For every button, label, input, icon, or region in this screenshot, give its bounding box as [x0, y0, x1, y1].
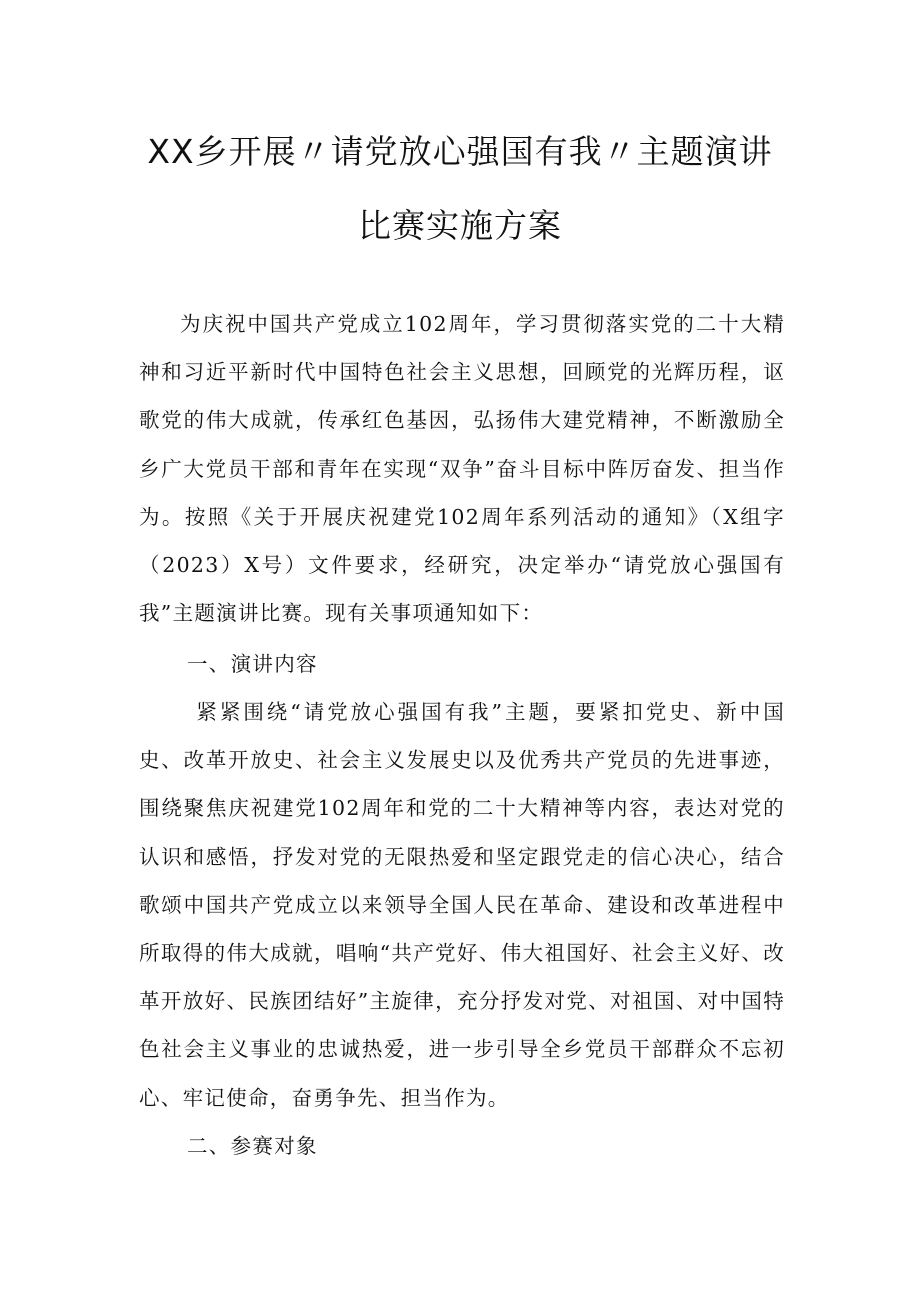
section-heading-participants: 二、参赛对象 — [187, 1134, 318, 1158]
intro-paragraph: 为庆祝中国共产党成立102周年，学习贯彻落实党的二十大精神和习近平新时代中国特色社会主义思想，回顾党的光辉历程，讴歌党的伟大成就，传承红色基因，弘扬伟大建党精神，不断激励全乡广大党员干部和青年在实现“双争”奋斗目标中阵厉奋发、担当作为。按照《关于开展庆祝建党102周年系列活动的通知》（X组字（2023）X号）文件要求，经研究，决定举办“请党放心强国有我”主题演讲比赛。现有关事项通知如下： — [139, 312, 785, 626]
document-title-line-1: XX乡开展〃请党放心强国有我〃主题演讲 — [147, 132, 773, 171]
document-title-line-2: 比赛实施方案 — [358, 206, 562, 245]
section-heading-speech-content: 一、演讲内容 — [187, 652, 318, 676]
speech-content-paragraph: 紧紧围绕“请党放心强国有我”主题，要紧扣党史、新中国史、改革开放史、社会主义发展史以及优秀共产党员的先进事迹，围绕聚焦庆祝建党102周年和党的二十大精神等内容，表达对党的认识和感悟，抒发对党的无限热爱和坚定跟党走的信心决心，结合歌颂中国共产党成立以来领导全国人民在革命、建设和改革进程中所取得的伟大成就，唱响“共产党好、伟大祖国好、社会主义好、改革开放好、民族团结好”主旋律，充分抒发对党、对祖国、对中国特色社会主义事业的忠诚热爱，进一步引导全乡党员干部群众不忘初心、牢记使命，奋勇争先、担当作为。 — [139, 700, 785, 1110]
document-body — [139, 300, 785, 1158]
